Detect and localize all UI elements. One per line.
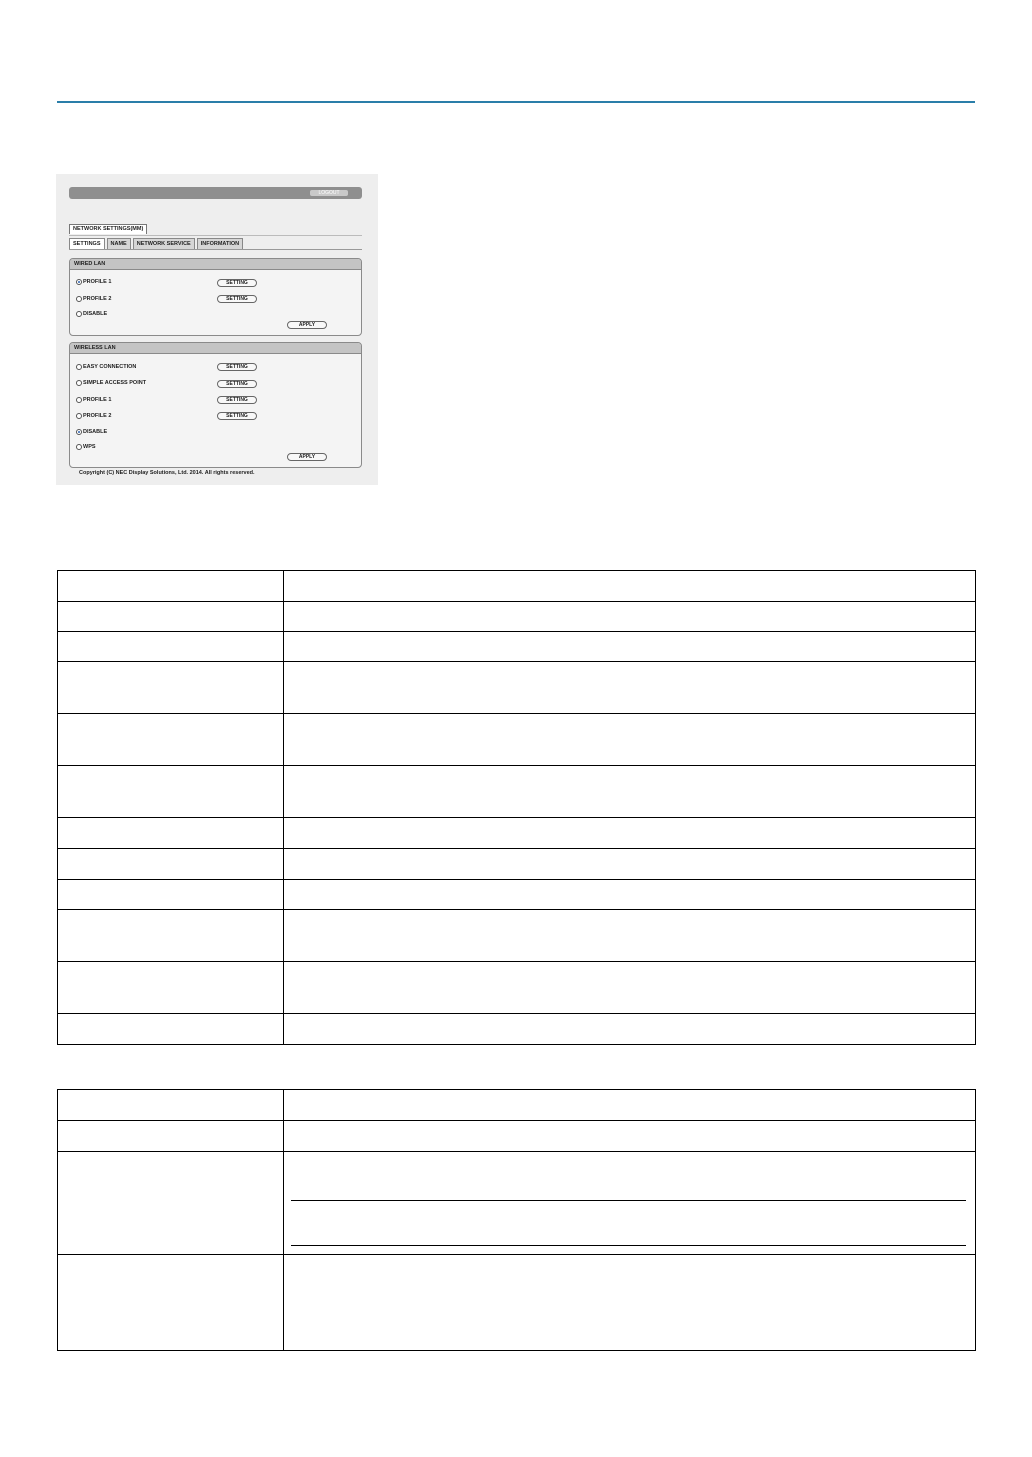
table-row (58, 571, 976, 602)
table-cell (284, 818, 976, 849)
option-label: PROFILE 1 (83, 279, 112, 285)
wireless-wps-option[interactable] (76, 444, 96, 450)
table-row (58, 910, 976, 962)
table-cell (284, 632, 976, 662)
table-cell (58, 1121, 284, 1152)
wireless-profile2-option[interactable] (76, 413, 111, 419)
option-label: PROFILE 2 (83, 296, 112, 302)
table-cell (284, 602, 976, 632)
table-cell (58, 1152, 284, 1255)
wireless-disable-option[interactable] (76, 429, 107, 435)
table-cell (58, 662, 284, 714)
divider (69, 235, 362, 236)
section-title: WIRED LAN (70, 259, 361, 270)
tab-network-service[interactable]: NETWORK SERVICE (133, 238, 195, 249)
table-cell (58, 1090, 284, 1121)
table-cell (58, 1014, 284, 1045)
table-cell (58, 818, 284, 849)
table-cell (58, 571, 284, 602)
divider (69, 249, 362, 250)
settings-table (57, 570, 976, 1045)
wired-profile1-option[interactable] (76, 279, 111, 285)
table-row (58, 1255, 976, 1351)
option-label: DISABLE (83, 429, 108, 435)
table-row (58, 662, 976, 714)
radio-icon[interactable] (76, 397, 82, 403)
option-label: PROFILE 2 (83, 413, 112, 419)
table-cell (58, 602, 284, 632)
tab-name[interactable]: NAME (107, 238, 131, 249)
table-cell (58, 1255, 284, 1351)
table-cell (284, 1255, 976, 1351)
radio-icon[interactable] (76, 296, 82, 302)
radio-icon[interactable] (76, 380, 82, 386)
logout-button[interactable]: LOGOUT (310, 190, 348, 196)
table-cell (284, 714, 976, 766)
tab-information[interactable]: INFORMATION (197, 238, 243, 249)
table-cell (58, 714, 284, 766)
wireless-profile1-setting-button[interactable]: SETTING (217, 396, 257, 404)
wireless-easy-connection-option[interactable] (76, 364, 136, 370)
option-label: SIMPLE ACCESS POINT (83, 380, 147, 386)
table-cell (284, 1014, 976, 1045)
table-row (58, 880, 976, 910)
tab-bar (69, 238, 243, 249)
option-label: PROFILE 1 (83, 397, 112, 403)
table-row (58, 714, 976, 766)
wired-profile2-option[interactable] (76, 296, 111, 302)
table-cell (284, 962, 976, 1014)
table-cell (58, 880, 284, 910)
easy-connection-setting-button[interactable]: SETTING (217, 363, 257, 371)
table-row (58, 962, 976, 1014)
table-cell (284, 880, 976, 910)
radio-icon[interactable] (76, 279, 82, 285)
table-cell (284, 910, 976, 962)
network-settings-screenshot (56, 174, 378, 485)
section-title: WIRELESS LAN (70, 343, 361, 354)
options-table (57, 1089, 976, 1351)
wired-profile2-setting-button[interactable]: SETTING (217, 295, 257, 303)
table-row (58, 602, 976, 632)
wireless-profile1-option[interactable] (76, 397, 111, 403)
simple-access-point-setting-button[interactable]: SETTING (217, 380, 257, 388)
radio-icon[interactable] (76, 311, 82, 317)
tab-settings[interactable]: SETTINGS (69, 238, 105, 249)
table-row (58, 1152, 976, 1255)
table-row (58, 818, 976, 849)
wired-disable-option[interactable] (76, 311, 107, 317)
copyright-text: Copyright (C) NEC Display Solutions, Ltd. 2014. All rights reserved. (79, 470, 255, 476)
wireless-profile2-setting-button[interactable]: SETTING (217, 412, 257, 420)
radio-icon[interactable] (76, 429, 82, 435)
option-label: EASY CONNECTION (83, 364, 137, 370)
table-cell (58, 632, 284, 662)
header-rule (57, 101, 975, 103)
tab-network-settings[interactable]: NETWORK SETTINGS(MM) (69, 224, 147, 234)
table-cell (58, 849, 284, 880)
table-row (58, 1121, 976, 1152)
option-label: WPS (83, 444, 96, 450)
table-row (58, 1014, 976, 1045)
wired-profile1-setting-button[interactable]: SETTING (217, 279, 257, 287)
radio-icon[interactable] (76, 444, 82, 450)
table-cell (284, 1121, 976, 1152)
option-label: DISABLE (83, 311, 108, 317)
table-cell (284, 571, 976, 602)
wired-apply-button[interactable]: APPLY (287, 321, 327, 329)
title-bar (69, 187, 362, 199)
cell-divider (291, 1245, 966, 1246)
wired-lan-section (69, 258, 362, 336)
cell-divider (291, 1200, 966, 1201)
radio-icon[interactable] (76, 413, 82, 419)
table-cell (284, 662, 976, 714)
table-row (58, 1090, 976, 1121)
table-cell (284, 1090, 976, 1121)
table-row (58, 849, 976, 880)
table-cell (284, 766, 976, 818)
table-cell (284, 1152, 976, 1255)
table-cell (284, 849, 976, 880)
radio-icon[interactable] (76, 364, 82, 370)
wireless-lan-section (69, 342, 362, 468)
wireless-apply-button[interactable]: APPLY (287, 453, 327, 461)
table-cell (58, 766, 284, 818)
wireless-simple-access-point-option[interactable] (76, 380, 146, 386)
table-row (58, 766, 976, 818)
table-row (58, 632, 976, 662)
table-cell (58, 910, 284, 962)
table-cell (58, 962, 284, 1014)
